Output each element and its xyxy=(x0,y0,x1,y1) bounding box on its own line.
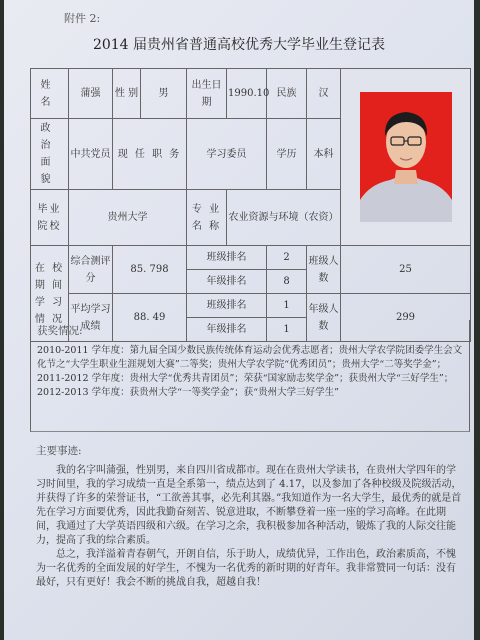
grade-count-value: 299 xyxy=(341,294,471,342)
grade-rank-value-1: 8 xyxy=(267,270,307,294)
portrait-photo xyxy=(360,92,452,222)
photo-cell xyxy=(341,69,471,246)
gpa-value: 88. 49 xyxy=(113,294,187,342)
award-line: 2012-2013 学年度：获贵州大学“一等奖学金”；获“贵州大学三好学生” xyxy=(37,387,340,398)
grade-rank-label-2: 年级排名 xyxy=(187,318,267,342)
award-line: 2011-2012 学年度：贵州大学“优秀共青团员”；荣获“国家励志奖学金”；获贵州大学“三好学生”； xyxy=(37,373,454,384)
position-value: 学习委员 xyxy=(187,119,267,190)
class-rank-value-1: 2 xyxy=(267,246,307,270)
major-label: 专 业 名 称 xyxy=(187,190,227,246)
overall-label: 综合测评分 xyxy=(69,246,113,294)
school-value: 贵州大学 xyxy=(69,190,187,246)
ethnicity-label: 民族 xyxy=(267,69,307,119)
awards-heading: 获奖情况: xyxy=(37,325,83,337)
education-label: 学历 xyxy=(267,119,307,190)
appendix-label: 附件 2: xyxy=(64,12,101,25)
gpa-label: 平均学习成绩 xyxy=(69,294,113,342)
gender-value: 男 xyxy=(141,69,187,119)
grade-rank-label-1: 年级排名 xyxy=(187,270,267,294)
politics-label: 政治面貌 xyxy=(31,119,69,190)
overall-value: 85. 798 xyxy=(113,246,187,294)
form-title: 2014 届贵州省普通高校优秀大学毕业生登记表 xyxy=(92,37,386,53)
class-rank-value-2: 1 xyxy=(267,294,307,318)
gender-label: 性 别 xyxy=(113,69,141,119)
deeds-paragraph: 总之，我洋溢着青春朝气，开朗自信，乐于助人，成绩优异，工作出色，政治素质高，不愧为一名优秀的全面发展的好学生，不愧为一名优秀的新时期的好青年。我非常赞同一句话：没有最好，只有更好！我会不断的挑战自我，超越自我！ xyxy=(36,549,456,588)
deeds-paragraph: 我的名字叫蒲强，性别男，来自四川省成都市。现在在贵州大学读书，在贵州大学四年的学习时间里，我的学习成绩一直是全系第一，绩点达到了 4.17，以及参加了各种校级及院级活动，并获得了许多的荣誉证书，“工欲善其事，必先利其器。”我知道作为一名大学生，最优秀的就是首先在学习方面要优秀，因此我勤奋刻苦、锐意进取，不断攀登着一座一座的学习高峰。在此期间，我通过了大学英语四级和六级。在学习之余，我积极参加各种活动，锻炼了我的人际交往能力，提高了我的综合素质。 xyxy=(36,465,462,546)
politics-value: 中共党员 xyxy=(69,119,113,190)
awards-section xyxy=(30,320,470,432)
class-rank-label-1: 班级排名 xyxy=(187,246,267,270)
info-table xyxy=(30,68,471,342)
study-label: 在 校 期 间 学 习 情 况 xyxy=(31,246,69,342)
major-value: 农业资源与环境（农资） xyxy=(227,190,341,246)
deeds-section xyxy=(30,440,470,605)
name-value: 蒲强 xyxy=(69,69,113,119)
class-rank-label-2: 班级排名 xyxy=(187,294,267,318)
award-line: 2010-2011 学年度：第九届全国少数民族传统体育运动会优秀志愿者；贵州大学农学院团委学生会文化节之“大学生职业生涯规划大赛”二等奖；贵州大学农学院“优秀团员”；贵州大学“二等奖学金”； xyxy=(37,345,463,370)
class-count-label: 班级人数 xyxy=(307,246,341,294)
birth-value: 1990.10 xyxy=(227,69,267,119)
name-label: 姓 名 xyxy=(31,69,69,119)
education-value: 本科 xyxy=(307,119,341,190)
birth-label: 出生日期 xyxy=(187,69,227,119)
position-label: 现 任 职 务 xyxy=(113,119,187,190)
school-label: 毕业院校 xyxy=(31,190,69,246)
grade-count-label: 年级人数 xyxy=(307,294,341,342)
registration-form-sheet xyxy=(4,0,474,640)
ethnicity-value: 汉 xyxy=(307,69,341,119)
deeds-heading: 主要事迹: xyxy=(36,445,82,457)
class-count-value: 25 xyxy=(341,246,471,294)
grade-rank-value-2: 1 xyxy=(267,318,307,342)
